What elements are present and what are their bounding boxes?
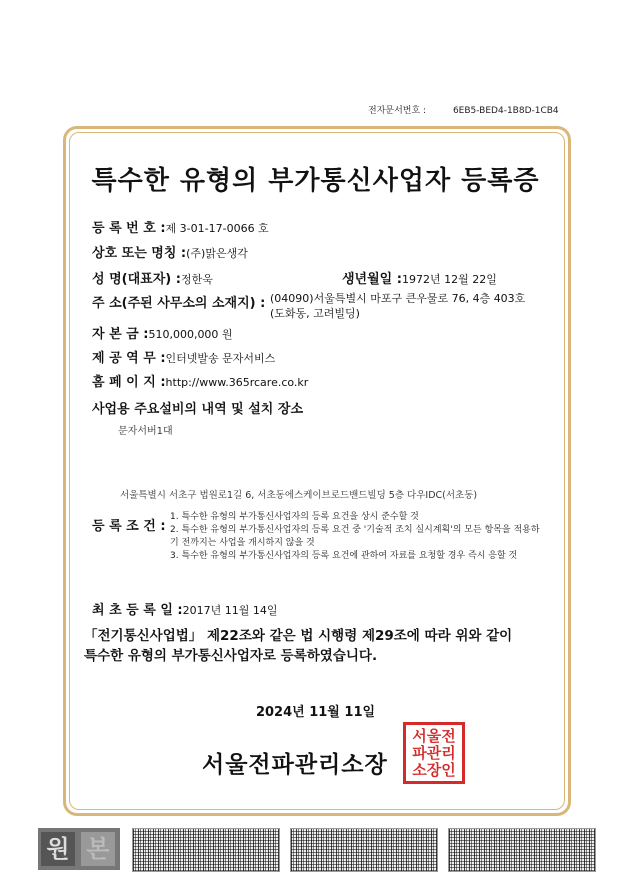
- homepage-row: [92, 371, 308, 390]
- birth-date-value: 1972년 12월 22일: [401, 273, 497, 286]
- 2d-barcode-1: [132, 828, 280, 872]
- homepage-label: 홈 페 이 지 :: [92, 375, 166, 390]
- address-line1: (04090)서울특별시 마포구 큰우물로 76, 4층 403호: [270, 292, 526, 305]
- capital-row: [92, 323, 233, 342]
- service-row: [92, 347, 275, 366]
- seal-line1: 서울전: [412, 726, 456, 745]
- representative-value: 정한욱: [180, 273, 213, 286]
- condition-item-1: 1. 특수한 유형의 부가통신사업자의 등록 요건을 상시 준수할 것: [170, 512, 419, 522]
- seal-line3: 소장인: [412, 760, 456, 779]
- electronic-document-number: [368, 103, 559, 116]
- official-seal: [403, 722, 465, 784]
- original-logo: [38, 828, 120, 870]
- 2d-barcode-2: [290, 828, 438, 872]
- logo-char-2: 본: [81, 832, 115, 866]
- doc-number-label: 전자문서번호 :: [368, 106, 427, 116]
- representative-label: 성 명(대표자) :: [92, 272, 181, 287]
- birth-date-label: 생년월일 :: [342, 272, 402, 287]
- first-registration-row: [92, 599, 277, 618]
- facility-item: 문자서버1대: [118, 426, 173, 437]
- condition-item-3: 3. 특수한 유형의 부가통신사업자의 등록 요건에 관하여 자료를 요청할 경우 즉시 응할 것: [170, 551, 518, 561]
- capital-label: 자 본 금 :: [92, 327, 149, 342]
- capital-value: 510,000,000 원: [148, 328, 233, 341]
- verification-footer: [0, 828, 631, 874]
- logo-char-1: 원: [41, 832, 75, 866]
- statement-line1: 「전기통신사업법」 제22조와 같은 법 시행령 제29조에 따라 위와 같이: [84, 628, 513, 644]
- birth-date-row: [342, 268, 497, 287]
- service-value: 인터넷발송 문자서비스: [165, 352, 276, 365]
- condition-item-2: 2. 특수한 유형의 부가통신사업자의 등록 요건 중 '기술적 조치 실시계획'의 모든 항목을 적용하기 전까지는 사업을 개시하지 않을 것: [170, 525, 540, 548]
- company-name-label: 상호 또는 명칭 :: [92, 246, 187, 261]
- doc-number-value: 6EB5-BED4-1B8D-1CB4: [452, 106, 559, 116]
- representative-row: [92, 268, 213, 287]
- registration-number-value: 제 3-01-17-0066 호: [165, 222, 269, 235]
- homepage-value: http://www.365rcare.co.kr: [165, 376, 309, 389]
- address-row: [92, 292, 265, 311]
- seal-line2: 파관리: [412, 743, 456, 762]
- registration-number-label: 등 록 번 호 :: [92, 221, 166, 236]
- first-registration-label: 최 초 등 록 일 :: [92, 603, 183, 618]
- conditions-label: 등 록 조 건 :: [92, 519, 166, 534]
- registration-number-row: [92, 217, 269, 236]
- first-registration-value: 2017년 11월 14일: [182, 604, 278, 617]
- facility-heading: 사업용 주요설비의 내역 및 설치 장소: [92, 402, 303, 417]
- conditions-list: [170, 511, 540, 563]
- registration-statement: [84, 626, 584, 666]
- address-label: 주 소(주된 사무소의 소재지) :: [92, 296, 266, 311]
- issuer-name: 서울전파관리소장: [202, 752, 388, 778]
- certificate-title: 특수한 유형의 부가통신사업자 등록증: [91, 166, 540, 196]
- company-name-value: (주)맑은생각: [186, 247, 248, 260]
- 2d-barcode-3: [448, 828, 596, 872]
- service-label: 제 공 역 무 :: [92, 351, 166, 366]
- statement-line2: 특수한 유형의 부가통신사업자로 등록하였습니다.: [84, 648, 378, 664]
- company-name-row: [92, 242, 248, 261]
- facility-heading-row: [92, 398, 303, 417]
- address-line2: (도화동, 고려빌딩): [270, 307, 360, 320]
- issue-date: 2024년 11월 11일: [255, 705, 376, 720]
- facility-location: 서울특별시 서초구 법원로1길 6, 서초동에스케이브로드밴드빌딩 5층 다우IDC(서초동): [120, 490, 478, 501]
